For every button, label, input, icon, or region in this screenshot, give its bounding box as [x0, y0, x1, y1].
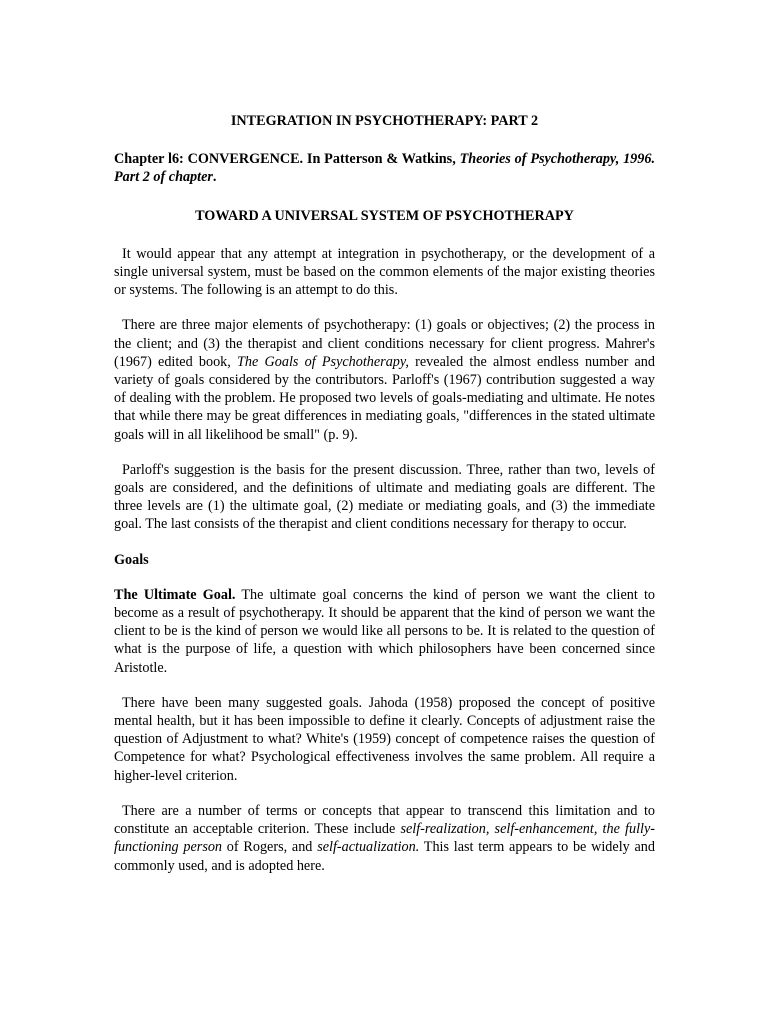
- chapter-suffix: .: [212, 169, 217, 186]
- section-subtitle: TOWARD A UNIVERSAL SYSTEM OF PSYCHOTHERAPY: [195, 207, 574, 224]
- terms-italic-1: self-realization, self-enhancement, the fully- functioning person: [114, 821, 655, 856]
- paragraph-parloff: Parloff's suggestion is the basis for the present discussion. Three, rather than two, levels of goals are considered, and the definitions of ultimate and mediating goals are different. The three levels are (1) the ultimate goal, (2) mediate or mediating goals, and (3) the immediate goal. The last consists of the therapist and client conditions necessary for therapy to occur.: [114, 461, 655, 533]
- document-page: [114, 112, 655, 892]
- paragraph-intro: It would appear that any attempt at integration in psychotherapy, or the development of a single universal system, must be based on the common elements of the major existing theories or systems. The following is an attempt to do this.: [114, 245, 655, 299]
- paragraph-terms-c: This last term appears to be widely and commonly used, and is adopted here.: [114, 839, 655, 874]
- book-title-goals: The Goals of Psychotherapy,: [237, 353, 409, 370]
- paragraph-terms-a: There are a number of terms or concepts that appear to transcend this limitation and to constitute an acceptable criterion. These include: [114, 802, 655, 838]
- paragraph-terms-b: of Rogers, and: [222, 839, 318, 856]
- heading-goals: Goals: [114, 551, 149, 568]
- chapter-citation: [114, 150, 655, 186]
- paragraph-elements-a: There are three major elements of psychotherapy: (1) goals or objectives; (2) the process in the client; and (3) the therapist and client conditions necessary for client progress. Mahrer's (1967) edited book,: [114, 317, 655, 370]
- ultimate-goal-lead: The Ultimate Goal.: [114, 586, 236, 603]
- ultimate-goal-text: The ultimate goal concerns the kind of person we want the client to become as a result of psychotherapy. It should be apparent that the kind of person we want the client to be is the kind of person we would like all persons to be. It is related to the question of what is the purpose of life, a question with which philosophers have been concerned since Aristotle.: [114, 586, 655, 676]
- terms-italic-2: self-actualization.: [317, 839, 420, 856]
- chapter-prefix: Chapter l6: CONVERGENCE. In Patterson & Watkins,: [114, 151, 460, 168]
- paragraph-suggested-goals: There have been many suggested goals. Jahoda (1958) proposed the concept of positive mental health, but it has been impossible to define it clearly. Concepts of adjustment raise the question of Adjustment to what? White's (1959) concept of competence raises the question of Competence for what? Psychological effectiveness involves the same problem. All require a higher-level criterion.: [114, 694, 655, 784]
- paragraph-terms: [114, 802, 655, 875]
- chapter-book-title: Theories of Psychotherapy, 1996. Part 2 of chapter: [114, 151, 655, 186]
- paragraph-elements: [114, 316, 655, 443]
- document-title: INTEGRATION IN PSYCHOTHERAPY: PART 2: [230, 113, 539, 129]
- paragraph-ultimate-goal: [114, 586, 655, 677]
- paragraph-elements-b: revealed the almost endless number and variety of goals considered by the contributors. Parloff's (1967) contribution suggested a way of dealing with the problem. He proposed two levels of goals-mediating and ultimate. He notes that while there may be great differences in mediating goals, "differences in the stated ultimate goals will in all likelihood be small" (p. 9).: [114, 353, 655, 443]
